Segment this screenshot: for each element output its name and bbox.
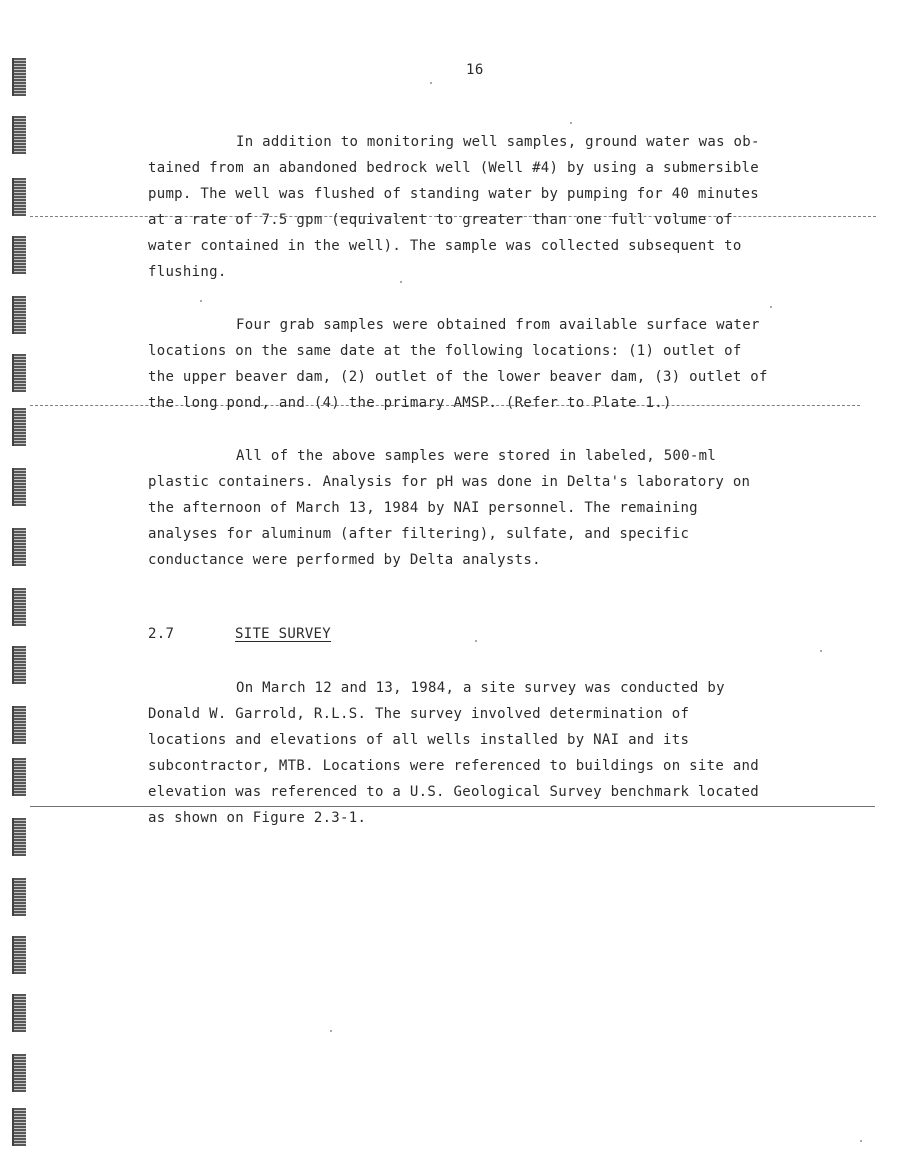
text-line: All of the above samples were stored in labeled, 500-ml — [236, 448, 717, 464]
text-line: the upper beaver dam, (2) outlet of the lower beaver dam, (3) outlet of — [148, 369, 768, 385]
binder-hole-mark — [12, 408, 26, 446]
scan-speck — [860, 1140, 862, 1142]
binder-hole-mark — [12, 116, 26, 154]
binder-hole-mark — [12, 1054, 26, 1092]
binder-hole-mark — [12, 468, 26, 506]
text-line: at a rate of 7.5 gpm (equivalent to greater than one full volume of — [148, 212, 733, 228]
scan-speck — [330, 1030, 332, 1032]
binder-hole-mark — [12, 528, 26, 566]
text-line: elevation was referenced to a U.S. Geological Survey benchmark located — [148, 784, 760, 800]
binder-hole-mark — [12, 936, 26, 974]
scan-speck — [430, 82, 432, 84]
text-line: pump. The well was flushed of standing water by pumping for 40 minutes — [148, 186, 760, 202]
binder-hole-mark — [12, 994, 26, 1032]
page-number: 16 — [466, 62, 484, 78]
paragraph-sample-storage-analysis — [148, 443, 788, 573]
text-line: flushing. — [148, 264, 227, 280]
scan-speck — [200, 300, 202, 302]
binder-hole-mark — [12, 178, 26, 216]
paragraph-surface-water-samples — [148, 312, 788, 416]
binder-hole-mark — [12, 296, 26, 334]
text-line: as shown on Figure 2.3-1. — [148, 810, 367, 826]
binder-hole-mark — [12, 588, 26, 626]
binder-holes — [12, 58, 26, 1148]
scan-speck — [820, 650, 822, 652]
binder-hole-mark — [12, 1108, 26, 1146]
binder-hole-mark — [12, 818, 26, 856]
text-line: analyses for aluminum (after filtering), sulfate, and specific — [148, 526, 690, 542]
binder-hole-mark — [12, 236, 26, 274]
binder-hole-mark — [12, 706, 26, 744]
text-line: Four grab samples were obtained from available surface water — [236, 317, 760, 333]
binder-hole-mark — [12, 758, 26, 796]
paragraph-site-survey — [148, 675, 788, 831]
text-line: subcontractor, MTB. Locations were referenced to buildings on site and — [148, 758, 760, 774]
binder-hole-mark — [12, 646, 26, 684]
text-line: plastic containers. Analysis for pH was done in Delta's laboratory on — [148, 474, 751, 490]
scan-speck — [475, 640, 477, 642]
text-line: the long pond, and (4) the primary AMSP. (Refer to Plate 1.) — [148, 395, 672, 411]
binder-hole-mark — [12, 354, 26, 392]
text-line: locations on the same date at the following locations: (1) outlet of — [148, 343, 742, 359]
text-line: In addition to monitoring well samples, ground water was ob- — [236, 134, 760, 150]
text-line: locations and elevations of all wells installed by NAI and its — [148, 732, 690, 748]
scan-speck — [770, 306, 772, 308]
section-heading — [148, 626, 331, 642]
text-line: conductance were performed by Delta analysts. — [148, 552, 541, 568]
text-line: the afternoon of March 13, 1984 by NAI personnel. The remaining — [148, 500, 698, 516]
paragraph-well-4-sampling — [148, 129, 788, 285]
text-line: On March 12 and 13, 1984, a site survey was conducted by — [236, 680, 725, 696]
text-line: water contained in the well). The sample was collected subsequent to — [148, 238, 742, 254]
scan-speck — [570, 122, 572, 124]
section-title: SITE SURVEY — [235, 626, 332, 642]
section-number: 2.7 — [148, 626, 175, 642]
text-line: tained from an abandoned bedrock well (Well #4) by using a submersible — [148, 160, 760, 176]
text-line: Donald W. Garrold, R.L.S. The survey involved determination of — [148, 706, 690, 722]
binder-hole-mark — [12, 58, 26, 96]
binder-hole-mark — [12, 878, 26, 916]
